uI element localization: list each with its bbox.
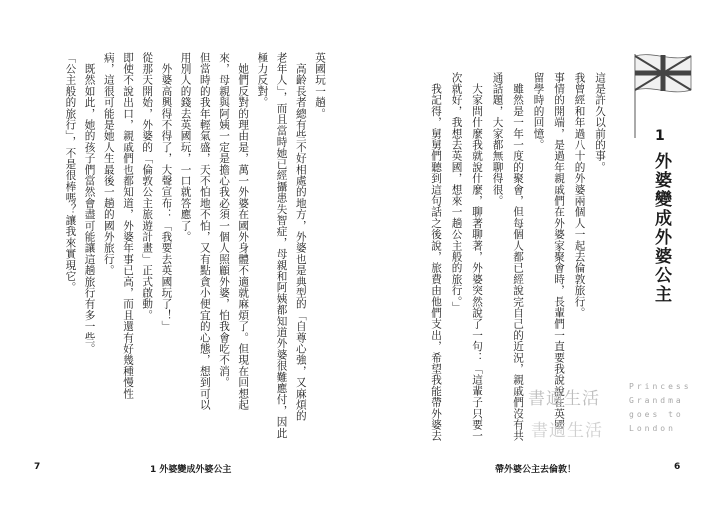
right_page-text-column: 留學時的回憶。 (532, 72, 545, 151)
left_page-text-column: 外婆高興得不得了，大聲宣布：「我要去英國玩了！」 (160, 52, 173, 332)
watermark-en-line: London (629, 424, 676, 433)
right_page-text-column: 我記得，舅舅們聽到這句話之後說，旅費由他們支出，希望我能帶外婆去 (430, 72, 442, 442)
watermark-english-title (629, 380, 692, 436)
right_page-text-column: 我曾經和年過八十的外婆兩個人一起去倫敦旅行。 (573, 72, 586, 319)
right-page-number: 6 (674, 462, 681, 472)
left_page-text-column: 既然如此，她的孩子們當然會盡可能讓這趟旅行有多一些。 (83, 52, 96, 355)
watermark-en-line: Princess (629, 382, 692, 391)
left_page-text-column: 但當時的我年輕氣盛，天不怕地不怕，又有點貪小便宜的心態，想到可以 (198, 52, 211, 411)
left_page-text-column: 極力反對。 (256, 52, 269, 108)
right_page-text-column: 大家問什麼我就說什麼，聊著聊著，外婆突然說了一句：「這輩子只要一 (471, 72, 483, 442)
left_page-text-column: 即使不說出口，親戚們也都知道，外婆年事已高，而且還有好幾種慢性 (122, 52, 134, 400)
chapter-title: 外婆變成外婆公主 (651, 152, 671, 304)
right_page-text-column: 這是許久以前的事。 (594, 72, 606, 173)
right_page-text-column: 雖然是一年一度的聚會，但每個人都已經說完自己的近況，親戚們沒有共 (512, 72, 524, 442)
right-page (363, 0, 726, 510)
watermark-en-line: goes to (629, 410, 684, 419)
watermark-en-line: Grandma (629, 396, 684, 405)
left_page-text-column: 高齡長者總有些不好相處的地方，外婆也是典型的「自尊心強，又麻煩的 (294, 52, 307, 422)
chapter-number: 1 (655, 128, 665, 144)
right_page-text-column: 事情的開端，是過年親戚們在外婆家聚會時，長輩們一直要我說說在英國 (553, 72, 565, 431)
right_page-text-column: 通話題，大家都無聊得很。 (491, 72, 504, 207)
watermark-logo-1: 書適生活 (528, 389, 600, 409)
left_page-text-column: 來，母親與阿姨一定是擔心我必須一個人照顧外婆，怕我會吃不消。 (218, 52, 230, 388)
left_page-text-column: 英國玩一趟。 (314, 52, 326, 120)
left_page-text-column: 病，這很可能是她人生最後一趟的國外旅行。 (102, 52, 115, 276)
left_page-text-column: 從那天開始，外婆的「倫敦公主旅遊計畫」正式啟動。 (141, 52, 154, 321)
left-running-head: 1 外婆變成外婆公主 (150, 465, 232, 475)
watermark-logo-2: 書適生活 (531, 421, 603, 441)
left_page-text-column: 老年人」，而且當時她已經攝患失智症，母親和阿姨都知道外婆很難應付，因此 (275, 52, 288, 439)
left-page-number: 7 (34, 462, 41, 472)
right-running-head: 帶外婆公主去倫敦！ (495, 465, 577, 475)
left_page-text-column: 「公主般的旅行」，不是很棒嗎？讓我來實現它。 (64, 52, 77, 294)
left_page-text-column: 她們反對的理由是，萬一外婆在國外身體不適就麻煩了。但現在回想起 (237, 52, 250, 411)
union-jack-flag-icon (633, 48, 705, 138)
left_page-text-column: 用別人的錢去英國玩，一口就答應了。 (179, 52, 192, 243)
right_page-text-column: 次就好，我想去英國，想來一趟公主般的旅行。」 (450, 72, 463, 314)
